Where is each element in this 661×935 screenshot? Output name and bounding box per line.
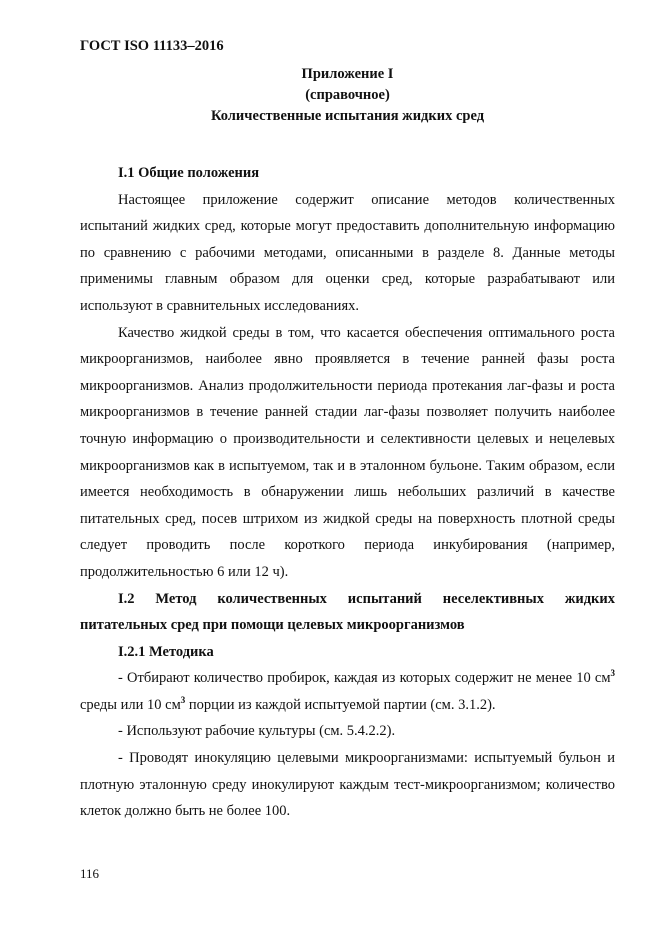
procedure-item-inoculation: - Проводят инокуляцию целевыми микроорганизмами: испытуемый бульон и плотную эталонную среду инокулируют каждым тест-микроорганизмом; количество клеток должно быть не более 100. <box>80 750 615 820</box>
document-code: ГОСТ ISO 11133–2016 <box>80 38 224 54</box>
paragraph-intro: Настоящее приложение содержит описание методов количественных испытаний жидких сред, которые могут предоставить дополнительную информацию по сравнению с рабочими методами, описанными в разделе 8. Данные методы применимы главным образом для оценки сред, которые разрабатывают или используют в сравнительных исследованиях. <box>80 191 615 314</box>
procedure-item-select-tubes: - Отбирают количество пробирок, каждая из которых содержит не менее 10 $см^3$ среды или 10 $см^3$ порции из каждой испытуемой партии (см. 3.1.2). <box>80 668 615 713</box>
annex-title: Количественные испытания жидких сред <box>210 108 485 124</box>
procedure-item-cultures: - Используют рабочие культуры (см. 5.4.2.2). <box>118 723 396 740</box>
subsection-heading-procedure: I.2.1 Методика <box>118 643 214 660</box>
annex-heading <box>80 64 615 127</box>
section-heading-general: I.1 Общие положения <box>118 165 260 181</box>
section-heading-method: I.2 Метод количественных испытаний неселективных жидких питательных сред при помощи целевых микроорганизмов <box>80 590 615 634</box>
paragraph-quality: Качество жидкой среды в том, что касается обеспечения оптимального роста микроорганизмов, наиболее явно проявляется в течение ранней фазы роста микроорганизмов. Анализ продолжительности периода протекания лаг-фазы и роста микроорганизмов в течение ранней стадии лаг-фазы позволяет получить наиболее точную информацию о производительности и селективности целевых и нецелевых микроорганизмов как в испытуемом, так и в эталонном бульоне. Таким образом, если имеется необходимость в обнаружении лишь небольших различий в качестве питательных сред, посев штрихом из жидкой среды на поверхность плотной среды следует проводить после короткого периода инкубирования (например, продолжительностью 6 или 12 ч). <box>80 324 615 580</box>
annex-label: Приложение I <box>301 66 394 82</box>
page-number: 116 <box>80 866 100 881</box>
annex-status: (справочное) <box>305 87 390 103</box>
document-body <box>80 160 615 825</box>
